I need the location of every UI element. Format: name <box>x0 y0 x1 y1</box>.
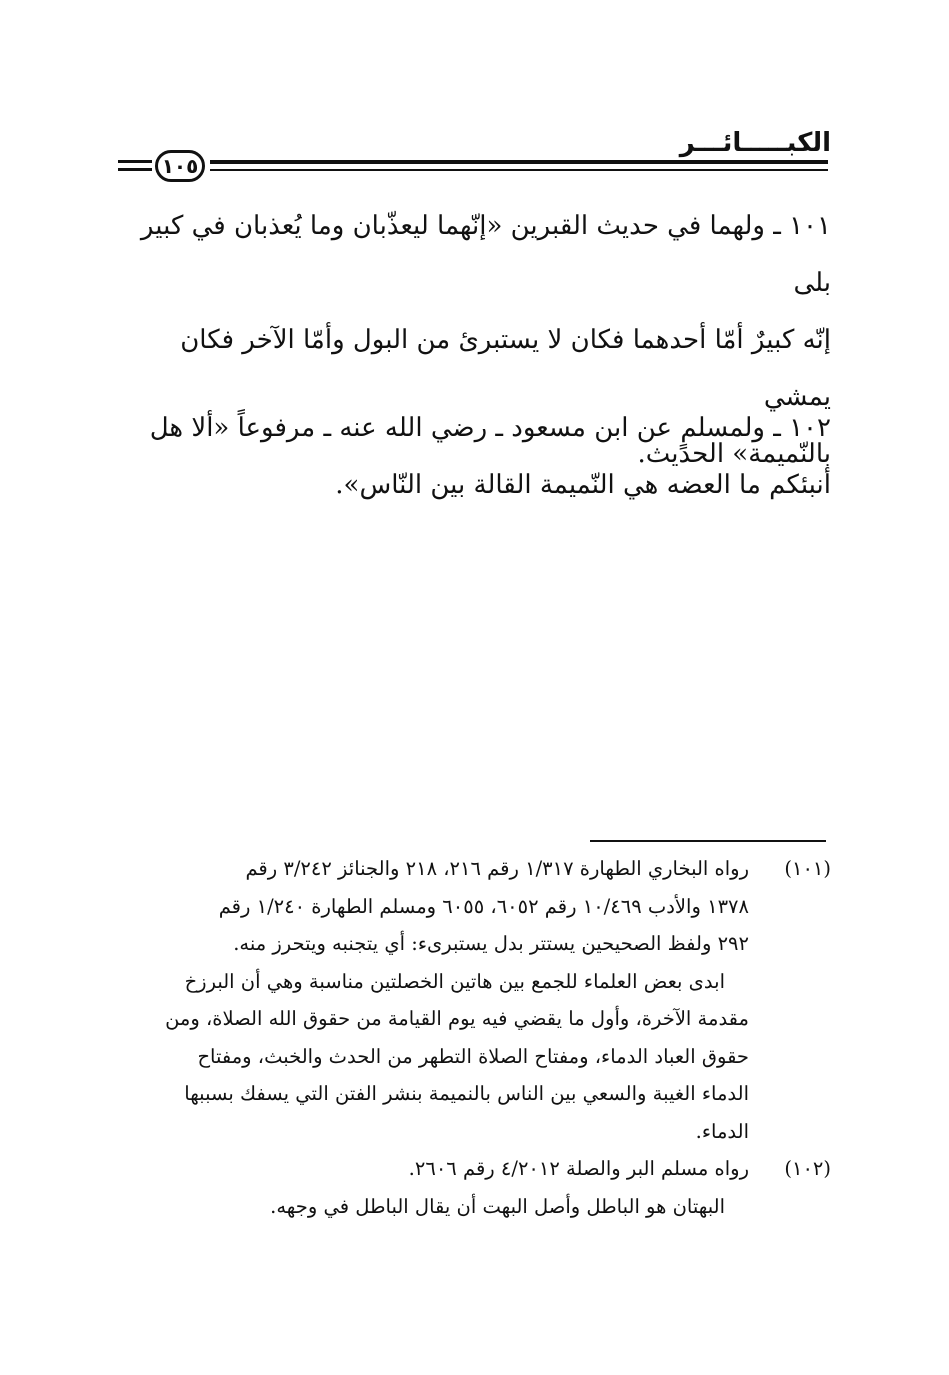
header-rule-thin <box>210 169 828 171</box>
text-line: أنبئكم ما العضه هي النّميمة القالة بين النّاس». <box>335 470 831 500</box>
hadith-102 <box>115 400 831 514</box>
header-rule-left-thin <box>118 168 152 171</box>
footnote-line: رواه مسلم البر والصلة ٤/٢٠١٢ رقم ٢٦٠٦. <box>408 1157 749 1180</box>
running-title: الكبـــــائـــر <box>679 128 831 158</box>
footnote-separator <box>590 840 826 842</box>
footnote-line: ابدى بعض العلماء للجمع بين هاتين الخصلتين مناسبة وهي أن البرزخ <box>184 969 725 993</box>
text-line: بالنّميمة» الحديث. <box>637 439 831 469</box>
footnote-number: (١٠٢) <box>784 1157 831 1180</box>
footnote-line: حقوق العباد الدماء، ومفتاح الصلاة التطهر من الحدث والخبث، ومفتاح <box>197 1044 749 1068</box>
text-line: ١٠١ ـ ولهما في حديث القبرين «إنّهما ليعذّبان وما يُعذبان في كبير بلى <box>140 211 831 298</box>
text-line: إنّه كبيرٌ أمّا أحدهما فكان لا يستبرئ من البول وأمّا الآخر فكان يمشي <box>180 325 831 412</box>
footnote-line: الدماء الغيبة والسعي بين الناس بالنميمة بنشر الفتن التي يسفك بسببها <box>184 1082 749 1105</box>
footnote-line: مقدمة الآخرة، وأول ما يقضي فيه يوم القيامة من حقوق الله الصلاة، ومن <box>165 1007 749 1030</box>
page-number: ١٠٥ <box>155 150 205 182</box>
footnote-line: رواه البخاري الطهارة ١/٣١٧ رقم ٢١٦، ٢١٨ والجنائز ٣/٢٤٢ رقم <box>245 857 749 880</box>
footnote-line: ٢٩٢ ولفظ الصحيحين يستتر بدل يستبرىء: أي يتجنبه ويتحرز منه. <box>233 932 749 955</box>
footnotes <box>119 850 831 1225</box>
footnote-number: (١٠١) <box>784 857 831 880</box>
header-rule-left <box>118 160 152 163</box>
footnote-line: ١٣٧٨ والأدب ١٠/٤٦٩ رقم ٦٠٥٢، ٦٠٥٥ ومسلم الطهارة ١/٢٤٠ رقم <box>218 894 749 918</box>
footnote-102 <box>119 1150 831 1225</box>
header-rule <box>210 160 828 164</box>
text-line: ١٠٢ ـ ولمسلمٍ عن ابن مسعود ـ رضي الله عنه ـ مرفوعاً «ألا هل <box>149 413 831 443</box>
footnote-101 <box>119 850 831 1150</box>
footnote-line: الدماء. <box>695 1119 749 1143</box>
footnote-line: البهتان هو الباطل وأصل البهت أن يقال الباطل في وجهه. <box>270 1194 725 1218</box>
